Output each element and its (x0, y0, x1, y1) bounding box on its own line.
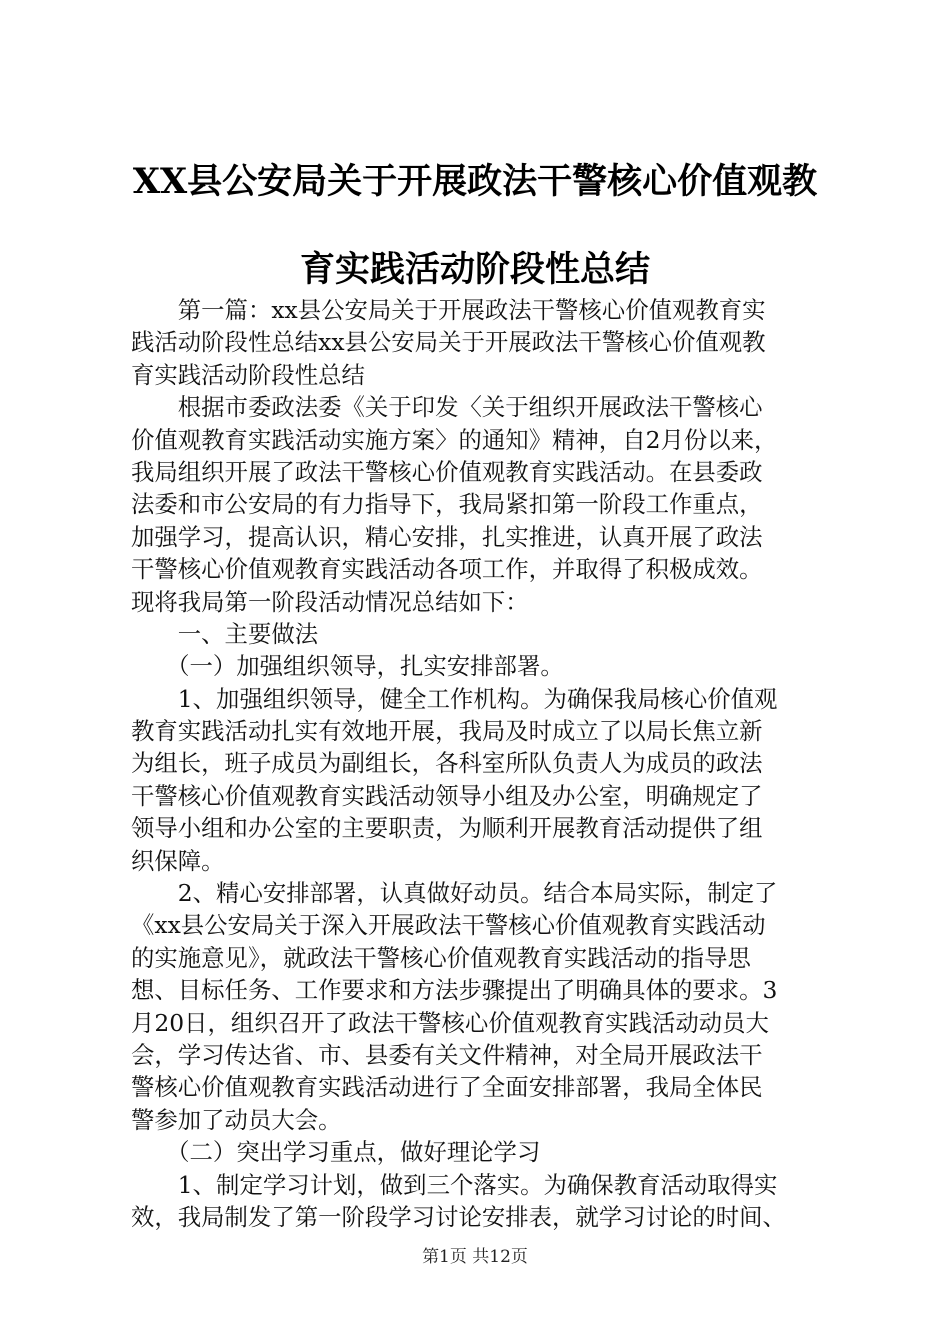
subsection-heading: （一）加强组织领导，扎实安排部署。 (131, 652, 564, 681)
body-line: 干警核心价值观教育实践活动领导小组及办公室，明确规定了 (131, 781, 763, 810)
document-title-line-2: 育实践活动阶段性总结 (299, 249, 650, 290)
subsection-heading: （二）突出学习重点，做好理论学习 (131, 1138, 541, 1167)
body-line: 我局组织开展了政法干警核心价值观教育实践活动。在县委政 (131, 457, 763, 486)
body-line: 月20日，组织召开了政法干警核心价值观教育实践活动动员大 (131, 1008, 769, 1037)
body-line: 警参加了动员大会。 (131, 1105, 342, 1134)
document-body (131, 294, 831, 1233)
body-line: 教育实践活动扎实有效地开展，我局及时成立了以局长焦立新 (131, 717, 763, 746)
body-line: 领导小组和办公室的主要职责，为顺利开展教育活动提供了组 (131, 814, 763, 843)
body-line: 第一篇：xx县公安局关于开展政法干警核心价值观教育实 (131, 296, 766, 324)
body-line: 的实施意见》，就政法干警核心价值观教育实践活动的指导思 (131, 943, 751, 972)
body-line: 加强学习，提高认识，精心安排，扎实推进，认真开展了政法 (131, 522, 763, 551)
body-line: 践活动阶段性总结xx县公安局关于开展政法干警核心价值观教 (131, 328, 766, 357)
body-line: 法委和市公安局的有力指导下，我局紧扣第一阶段工作重点， (131, 490, 763, 519)
body-line: 效，我局制发了第一阶段学习讨论安排表，就学习讨论的时间、 (131, 1202, 786, 1231)
section-heading: 一、主要做法 (131, 619, 319, 648)
body-line: 为组长，班子成员为副组长，各科室所队负责人为成员的政法 (131, 749, 763, 778)
body-line: 根据市委政法委《关于印发〈关于组织开展政法干警核心 (131, 393, 763, 422)
body-line: 2、精心安排部署，认真做好动员。结合本局实际，制定了 (131, 879, 778, 908)
document-title-line-1: XX县公安局关于开展政法干警核心价值观教 (132, 161, 818, 202)
body-line: 1、加强组织领导，健全工作机构。为确保我局核心价值观 (131, 684, 778, 713)
body-line: 想、目标任务、工作要求和方法步骤提出了明确具体的要求。3 (131, 976, 778, 1005)
body-line: 干警核心价值观教育实践活动各项工作，并取得了积极成效。 (131, 555, 763, 584)
body-line: 《xx县公安局关于深入开展政法干警核心价值观教育实践活动 (131, 911, 766, 940)
body-line: 价值观教育实践活动实施方案〉的通知》精神，自2月份以来， (131, 425, 778, 454)
page-footer: 第1页 共12页 (422, 1247, 528, 1267)
body-line: 会，学习传达省、市、县委有关文件精神，对全局开展政法干 (131, 1040, 763, 1069)
body-line: 育实践活动阶段性总结 (131, 360, 365, 389)
body-line: 现将我局第一阶段活动情况总结如下： (131, 587, 529, 616)
body-line: 织保障。 (131, 846, 225, 875)
body-line: 1、制定学习计划，做到三个落实。为确保教育活动取得实 (131, 1170, 778, 1199)
body-line: 警核心价值观教育实践活动进行了全面安排部署，我局全体民 (131, 1073, 763, 1102)
